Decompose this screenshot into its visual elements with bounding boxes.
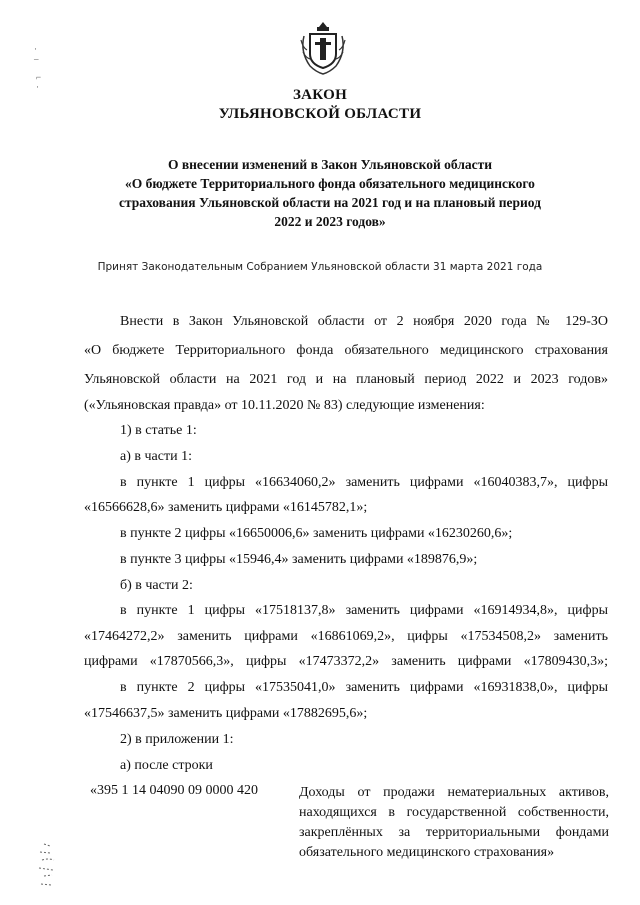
body-line: 1) в статье 1: (120, 423, 197, 438)
body-line: («Ульяновская правда» от 10.11.2020 № 83) следующие изменения: (84, 398, 485, 413)
body-line: цифрами «17870566,3», цифры «17473372,2» заменить цифрами «17809430,3»; (84, 654, 608, 669)
body-line: «17464272,2» заменить цифрами «16861069,2», цифры «17534508,2» заменить (84, 629, 608, 644)
body-line: в пункте 1 цифры «17518137,8» заменить цифрами «16914934,8», цифры (120, 603, 608, 618)
income-description (299, 783, 609, 863)
adoption-note: Принят Законодательным Собранием Ульяновской области 31 марта 2021 года (97, 261, 543, 273)
body-line: «О бюджете Территориального фонда обязательного медицинского страхования (84, 343, 608, 358)
body-line: в пункте 2 цифры «17535041,0» заменить цифрами «16931838,0», цифры (120, 680, 608, 695)
description-line: закреплённых за территориальными фондами (299, 825, 609, 840)
body-line: а) в части 1: (120, 449, 192, 464)
margin-mark-top: · ‒ (34, 44, 39, 64)
body-line: Внести в Закон Ульяновской области от 2 ноября 2020 года № 129-ЗО (120, 314, 608, 329)
body-line: в пункте 2 цифры «16650006,6» заменить цифрами «16230260,6»; (120, 526, 513, 541)
body-line: 2) в приложении 1: (120, 732, 234, 747)
body-line: в пункте 1 цифры «16634060,2» заменить цифрами «16040383,7», цифры (120, 475, 608, 490)
law-word: ЗАКОН (292, 87, 348, 103)
description-line: находящихся в государственной собственности, (299, 805, 609, 820)
margin-stamp-icon (36, 840, 76, 890)
heading-line: 2022 и 2023 годов» (274, 214, 386, 229)
coat-of-arms-emblem-icon (298, 20, 348, 76)
margin-mark-mid: ⌐ · (36, 72, 42, 92)
body-line: «17546637,5» заменить цифрами «17882695,6»; (84, 706, 368, 721)
budget-classification-code: «395 1 14 04090 09 0000 420 (90, 783, 258, 798)
description-line: Доходы от продажи нематериальных активов, (299, 785, 609, 800)
law-heading (100, 155, 560, 231)
heading-line: О внесении изменений в Закон Ульяновской области (167, 157, 493, 172)
body-line: б) в части 2: (120, 578, 193, 593)
region-title: УЛЬЯНОВСКОЙ ОБЛАСТИ (218, 106, 422, 122)
heading-line: страхования Ульяновской области на 2021 год и на плановый период (118, 195, 541, 210)
heading-line: «О бюджете Территориального фонда обязательного медицинского (125, 176, 535, 191)
body-line: в пункте 3 цифры «15946,4» заменить цифрами «189876,9»; (120, 552, 478, 567)
description-line: обязательного медицинского страхования» (299, 845, 555, 860)
body-line: «16566628,6» заменить цифрами «16145782,1»; (84, 500, 368, 515)
body-line: Ульяновской области на 2021 год и на плановый период 2022 и 2023 годов» (84, 372, 608, 387)
body-line: а) после строки (120, 758, 213, 773)
